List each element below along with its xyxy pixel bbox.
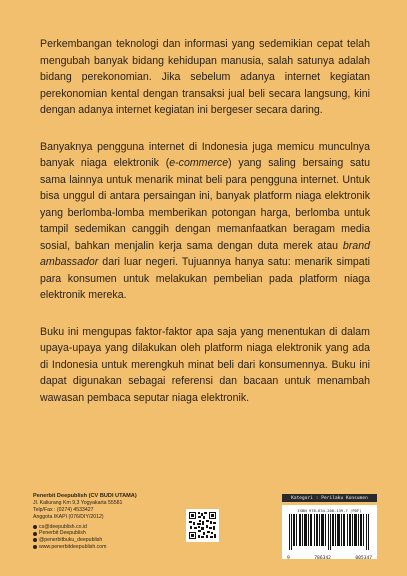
blurb-paragraph-3: Buku ini mengupas faktor-faktor apa saja yang menentukan di dalam upaya-upaya yang dilakukan oleh platform niaga elektronik yang ada di Indonesia untuk merengkuh minat beli dari konsumennya. Buku ini dapat digunakan sebagai referensi dan bacaan untuk menambah wawasan pembaca seputar niaga elektronik.: [40, 325, 370, 404]
barcode-left-group: 786342: [314, 556, 331, 561]
facebook-icon: [33, 532, 37, 536]
qr-code-icon: [188, 511, 217, 540]
publisher-ikapi: Anggota IKAPI (076/DIY/2012): [33, 513, 104, 520]
blurb-p2-italic-brand: brand ambassador: [40, 239, 370, 269]
social-email: cs@deepublish.co.id: [33, 524, 173, 531]
blurb-p2-part-b: ) yang saling bersaing satu sama lainnya untuk menarik minat beli para pengguna internet. Untuk bisa unggul di antara persaingan ini, banyak platform niaga elektronik yang berlomba-lomba memberikan potongan harga, berlomba untuk tampil sedemikan canggih dengan memanfaatkan beragam media sosial, bahkan menjalin kerja sama dengan duta merek atau: [40, 157, 370, 252]
globe-icon: [33, 545, 37, 549]
publisher-name: Penerbit Deepublish (CV BUDI UTAMA): [33, 493, 137, 499]
back-cover-blurb: [40, 36, 370, 426]
blurb-p2-part-c: dari luar negeri. Tujuannya hanya satu: menarik simpati para konsumen untuk melakukan pembelian pada platform niaga elektronik mereka.: [40, 256, 370, 302]
publisher-phone: Telp/Fax : (0274) 4533427: [33, 507, 94, 514]
publisher-address: Jl. Kaliurang Km 9,3 Yogyakarta 55581: [33, 500, 123, 507]
qr-code: [186, 509, 219, 542]
instagram-icon: [33, 538, 37, 542]
blurb-paragraph-2: [40, 139, 370, 304]
isbn-barcode: [282, 505, 377, 559]
blurb-paragraph-1: Perkembangan teknologi dan informasi yang sedemikian cepat telah mengubah banyak bidang kehidupan manusia, salah satunya adalah bidang perekonomian. Jika sebelum adanya internet kegiatan perekonomian kental dengan transaksi jual beli secara langsung, kini dengan adanya internet kegiatan ini bergeser secara daring.: [40, 38, 370, 117]
social-website: www.penerbitdeepublish.com: [33, 544, 173, 551]
email-icon: [33, 525, 37, 529]
barcode-lead-digit: 9: [287, 556, 290, 561]
social-facebook: Penerbit Deepublish: [33, 530, 173, 537]
barcode-right-group: 005347: [355, 556, 372, 561]
blurb-p2-italic-ecommerce: e-commerce: [169, 157, 229, 170]
blurb-p2-part-a: Banyaknya pengguna internet di Indonesia juga memicu munculnya banyak niaga elektronik (: [40, 140, 370, 170]
barcode-digits: [287, 556, 372, 561]
social-instagram: @penerbitbuku_deepublish: [33, 537, 173, 544]
barcode-icon: [287, 514, 372, 550]
category-label: Kategori : Perilaku Konsumen: [282, 494, 377, 502]
publisher-info: [33, 493, 173, 551]
isbn-text: ISBN 978-634-200-139-7 (PDF): [297, 508, 362, 513]
